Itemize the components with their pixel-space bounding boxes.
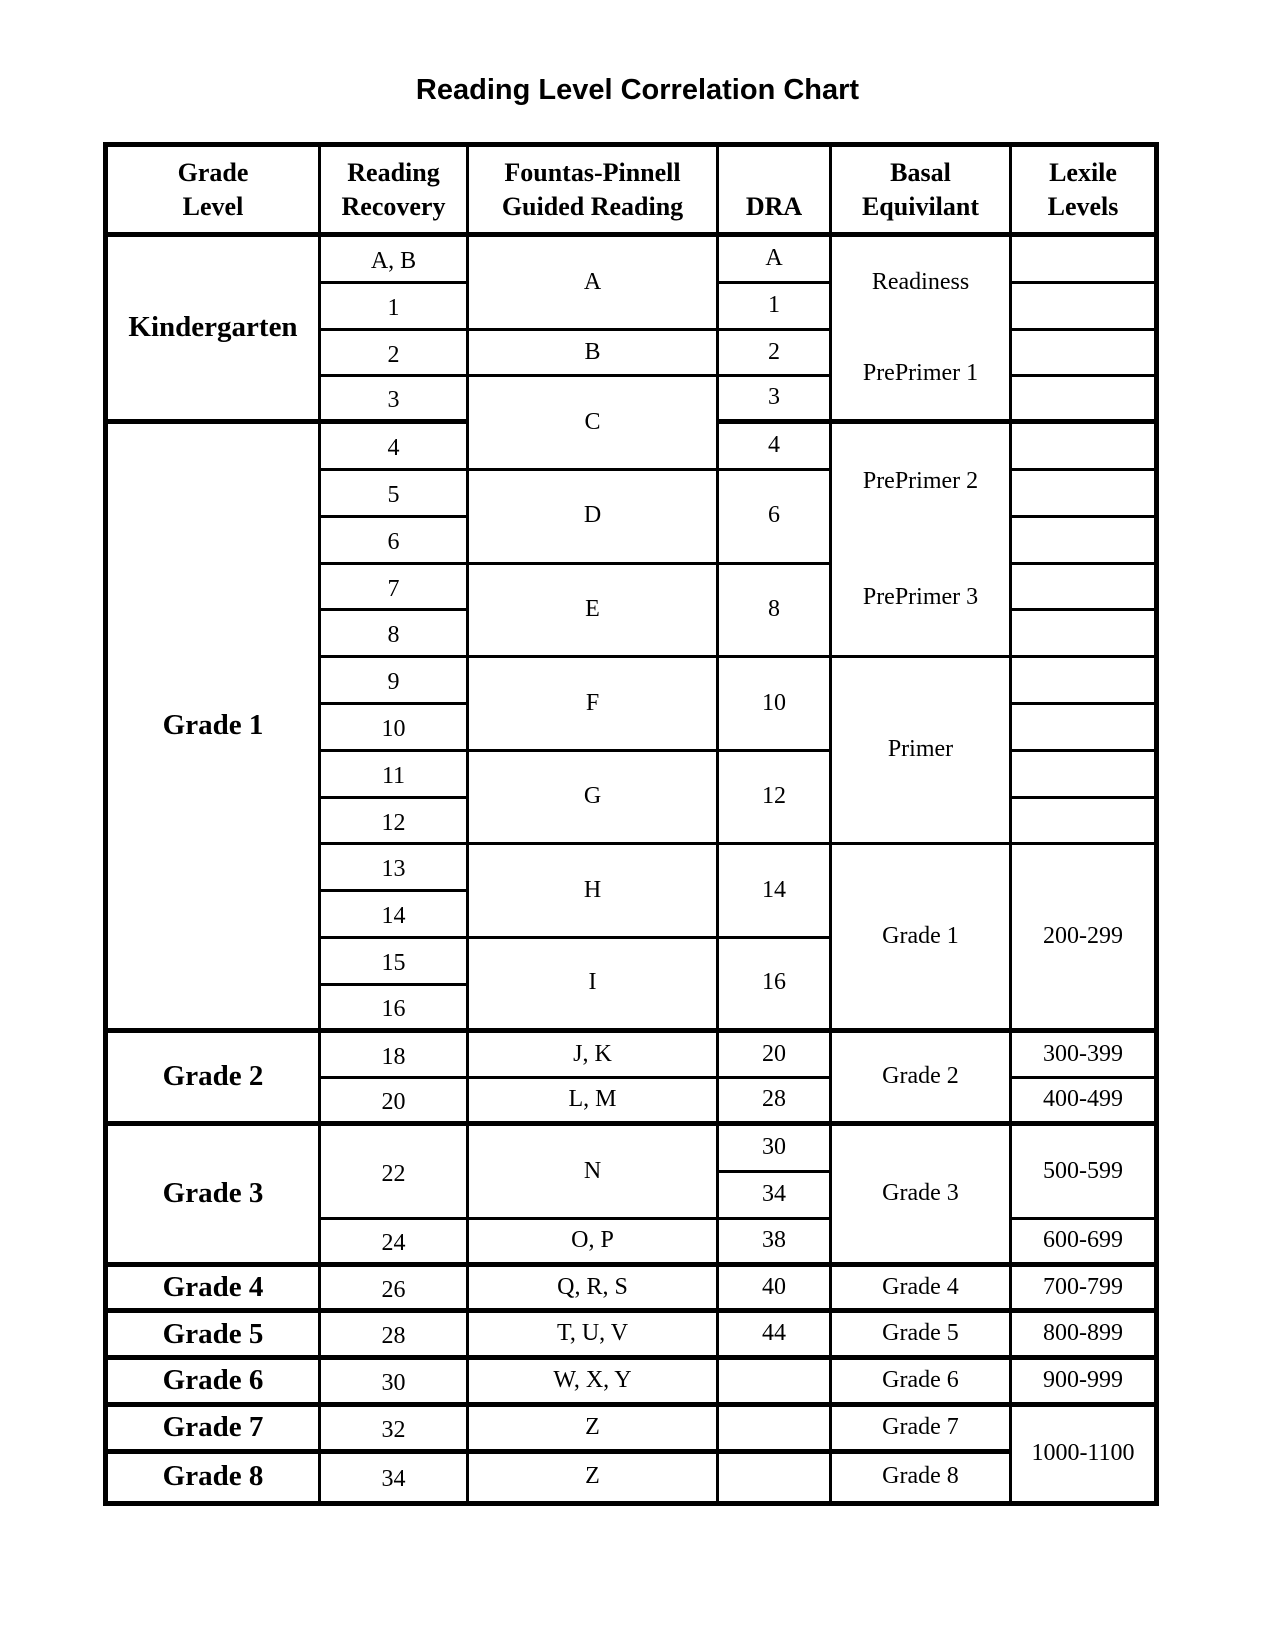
reading-recovery-cell: 24 (321, 1220, 469, 1267)
lexile-cell (1012, 424, 1154, 471)
fountas-pinnell-cell: Z (469, 1454, 719, 1501)
lexile-cell (1012, 705, 1154, 752)
fountas-pinnell-cell: Z (469, 1407, 719, 1454)
grade-level-cell: Grade 7 (108, 1407, 321, 1454)
column-header-line: Guided Reading (501, 191, 684, 221)
lexile-cell: 700-799 (1012, 1267, 1154, 1314)
column-header-dra (719, 147, 832, 237)
basal-label: Grade 2 (882, 1063, 959, 1090)
basal-equivalent-cell (832, 658, 1012, 845)
reading-recovery-cell: 20 (321, 1079, 469, 1126)
basal-equivalent-cell (832, 845, 1012, 1032)
fountas-pinnell-cell: H (469, 845, 719, 939)
column-header-line: Lexile (1049, 158, 1117, 188)
grade-level-cell: Kindergarten (108, 237, 321, 424)
reading-recovery-cell: 4 (321, 424, 469, 471)
lexile-cell (1012, 518, 1154, 565)
basal-label: Grade 6 (882, 1367, 959, 1394)
basal-label: Primer (887, 736, 954, 763)
column-header-line: Grade (177, 158, 249, 188)
basal-label: Readiness (871, 268, 970, 295)
reading-recovery-cell: 12 (321, 799, 469, 846)
dra-cell: 20 (719, 1033, 832, 1080)
fountas-pinnell-cell: A (469, 237, 719, 331)
dra-cell: 10 (719, 658, 832, 752)
lexile-cell: 900-999 (1012, 1360, 1154, 1407)
basal-label: PrePrimer 3 (862, 583, 979, 610)
reading-recovery-cell: 7 (321, 565, 469, 612)
grade-level-cell: Grade 2 (108, 1033, 321, 1127)
basal-label: Grade 1 (882, 922, 959, 949)
column-header-line: Level (182, 191, 244, 221)
reading-recovery-cell: A, B (321, 237, 469, 284)
fountas-pinnell-cell: W, X, Y (469, 1360, 719, 1407)
basal-label: Grade 5 (882, 1320, 959, 1347)
column-header-grade-level (108, 147, 321, 237)
dra-cell: 12 (719, 752, 832, 846)
fountas-pinnell-cell: E (469, 565, 719, 659)
reading-recovery-cell: 3 (321, 377, 469, 424)
reading-recovery-cell: 22 (321, 1126, 469, 1220)
dra-cell: 40 (719, 1267, 832, 1314)
column-header-reading-recovery (321, 147, 469, 237)
fountas-pinnell-cell: B (469, 331, 719, 378)
fountas-pinnell-cell: C (469, 377, 719, 471)
fountas-pinnell-cell: L, M (469, 1079, 719, 1126)
dra-cell (719, 1407, 832, 1454)
lexile-cell (1012, 611, 1154, 658)
basal-equivalent-cell (832, 1267, 1012, 1314)
dra-cell: 16 (719, 939, 832, 1033)
reading-recovery-cell: 11 (321, 752, 469, 799)
dra-cell: 4 (719, 424, 832, 471)
reading-recovery-cell: 10 (321, 705, 469, 752)
basal-equivalent-cell (832, 237, 1012, 424)
basal-label: Grade 8 (882, 1463, 959, 1490)
basal-label: PrePrimer 2 (862, 468, 979, 495)
correlation-table (103, 142, 1159, 1506)
basal-equivalent-cell (832, 1360, 1012, 1407)
lexile-cell (1012, 284, 1154, 331)
grade-level-cell: Grade 6 (108, 1360, 321, 1407)
reading-recovery-cell: 18 (321, 1033, 469, 1080)
fountas-pinnell-cell: T, U, V (469, 1313, 719, 1360)
dra-cell: 30 (719, 1126, 832, 1173)
lexile-cell: 400-499 (1012, 1079, 1154, 1126)
grade-level-cell: Grade 5 (108, 1313, 321, 1360)
basal-label: PrePrimer 1 (862, 359, 979, 386)
fountas-pinnell-cell: G (469, 752, 719, 846)
basal-label: Grade 4 (882, 1273, 959, 1300)
reading-recovery-cell: 5 (321, 471, 469, 518)
lexile-cell: 600-699 (1012, 1220, 1154, 1267)
dra-cell: 6 (719, 471, 832, 565)
column-header-line: Levels (1047, 191, 1119, 221)
grade-level-cell: Grade 1 (108, 424, 321, 1032)
lexile-cell: 800-899 (1012, 1313, 1154, 1360)
dra-cell: 14 (719, 845, 832, 939)
column-header-line: Basal (890, 158, 951, 188)
basal-equivalent-cell (832, 1407, 1012, 1454)
column-header-line: Reading (347, 158, 440, 188)
reading-recovery-cell: 34 (321, 1454, 469, 1501)
fountas-pinnell-cell: I (469, 939, 719, 1033)
reading-recovery-cell: 30 (321, 1360, 469, 1407)
dra-cell: 3 (719, 377, 832, 424)
basal-equivalent-cell (832, 1454, 1012, 1501)
dra-cell: 34 (719, 1173, 832, 1220)
reading-recovery-cell: 1 (321, 284, 469, 331)
reading-recovery-cell: 8 (321, 611, 469, 658)
reading-recovery-cell: 6 (321, 518, 469, 565)
column-header-line: Equivilant (861, 191, 980, 221)
dra-cell: A (719, 237, 832, 284)
lexile-cell: 1000-1100 (1031, 1439, 1135, 1466)
column-header-line: DRA (745, 191, 803, 221)
basal-label: Grade 3 (882, 1180, 959, 1207)
reading-recovery-cell: 15 (321, 939, 469, 986)
reading-recovery-cell: 16 (321, 986, 469, 1033)
reading-recovery-cell: 13 (321, 845, 469, 892)
lexile-cell (1012, 237, 1154, 284)
dra-cell: 38 (719, 1220, 832, 1267)
lexile-cell (1012, 331, 1154, 378)
fountas-pinnell-cell: Q, R, S (469, 1267, 719, 1314)
lexile-cell: 300-399 (1012, 1033, 1154, 1080)
basal-equivalent-cell (832, 1313, 1012, 1360)
fountas-pinnell-cell: F (469, 658, 719, 752)
lexile-cell (1012, 752, 1154, 799)
reading-recovery-cell: 26 (321, 1267, 469, 1314)
column-header-line: Fountas-Pinnell (504, 158, 681, 188)
column-header-lexile (1012, 147, 1154, 237)
fountas-pinnell-cell: O, P (469, 1220, 719, 1267)
column-header-fountas-pinnell (469, 147, 719, 237)
dra-cell (719, 1360, 832, 1407)
lexile-cell (1012, 565, 1154, 612)
fountas-pinnell-cell: D (469, 471, 719, 565)
dra-cell (719, 1454, 832, 1501)
basal-equivalent-cell (832, 424, 1012, 658)
page-title: Reading Level Correlation Chart (415, 74, 860, 106)
lexile-cell (1012, 471, 1154, 518)
column-header-line: Recovery (341, 191, 446, 221)
grade-level-cell: Grade 3 (108, 1126, 321, 1266)
dra-cell: 28 (719, 1079, 832, 1126)
lexile-cell: 200-299 (1012, 845, 1154, 1032)
lexile-cell (1012, 799, 1154, 846)
basal-label: Grade 7 (882, 1414, 959, 1441)
grade-level-cell: Grade 8 (108, 1454, 321, 1501)
correlation-table-grid (108, 147, 1154, 1501)
fountas-pinnell-cell: J, K (469, 1033, 719, 1080)
dra-cell: 2 (719, 331, 832, 378)
reading-recovery-cell: 32 (321, 1407, 469, 1454)
dra-cell: 1 (719, 284, 832, 331)
fountas-pinnell-cell: N (469, 1126, 719, 1220)
basal-equivalent-cell (832, 1126, 1012, 1266)
reading-recovery-cell: 9 (321, 658, 469, 705)
dra-cell: 44 (719, 1313, 832, 1360)
reading-recovery-cell: 14 (321, 892, 469, 939)
reading-recovery-cell: 28 (321, 1313, 469, 1360)
dra-cell: 8 (719, 565, 832, 659)
basal-equivalent-cell (832, 1033, 1012, 1127)
grade-level-cell: Grade 4 (108, 1267, 321, 1314)
lexile-cell (1012, 658, 1154, 705)
reading-recovery-cell: 2 (321, 331, 469, 378)
lexile-cell (1012, 377, 1154, 424)
lexile-cell: 500-599 (1012, 1126, 1154, 1220)
column-header-basal-equivalent (832, 147, 1012, 237)
